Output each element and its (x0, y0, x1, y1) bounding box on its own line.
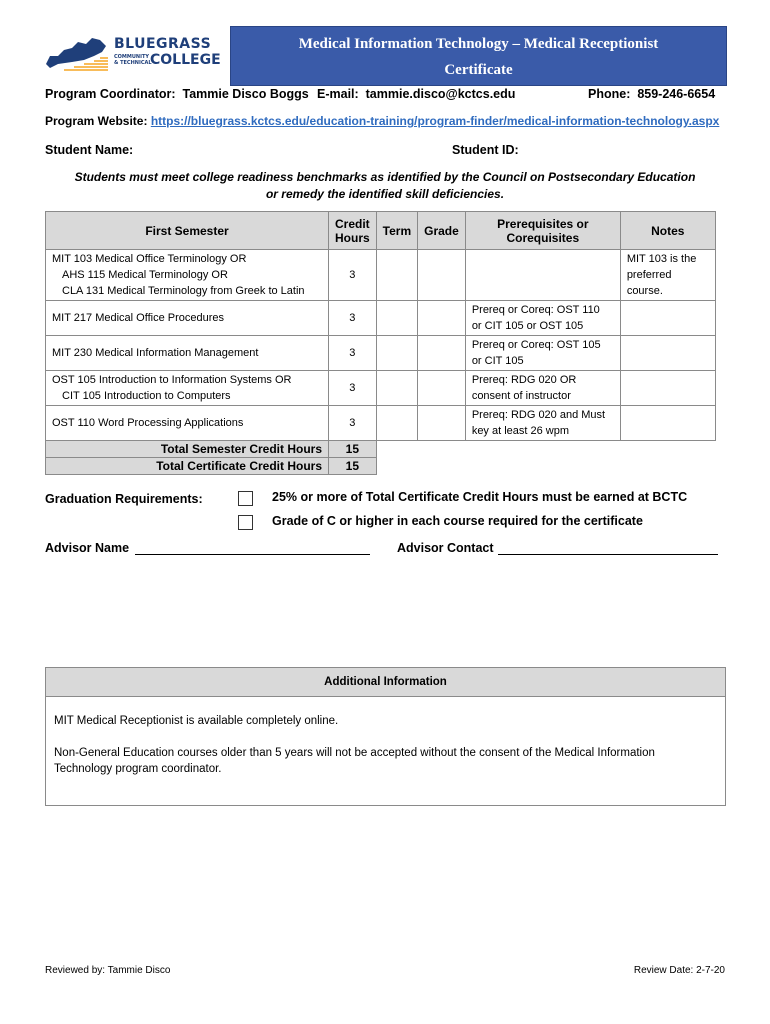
total-semester-value: 15 (329, 441, 377, 458)
program-website (45, 114, 719, 128)
phone-label: Phone: (588, 87, 631, 101)
total-certificate-label: Total Certificate Credit Hours (46, 458, 329, 475)
advisor-name-field[interactable] (135, 554, 370, 555)
advisor-contact-field[interactable] (498, 554, 718, 555)
graduation-req-2: Grade of C or higher in each course required for the certificate (272, 514, 643, 528)
credit-cell: 3 (329, 301, 377, 336)
advisor-contact-label: Advisor Contact (397, 541, 494, 555)
total-semester-row (46, 441, 716, 458)
email-value: tammie.disco@kctcs.edu (365, 87, 516, 101)
notice-line-1: Students must meet college readiness benchmarks as identified by the Council on Postsecondary Education (74, 170, 696, 184)
course-cell: MIT 103 Medical Office Terminology OR AHS 115 Medical Terminology OR CLA 131 Medical Terminology from Greek to Latin (46, 250, 329, 301)
prereq-cell: Prereq or Coreq: OST 110 or CIT 105 or OST 105 (465, 301, 620, 336)
footer-reviewed-by: Reviewed by: Tammie Disco (45, 965, 171, 976)
credit-cell: 3 (329, 250, 377, 301)
title-line-2: Certificate (444, 62, 513, 78)
additional-info-p2: Non-General Education courses older than 5 years will not be accepted without the consent of the Medical Information Technology program coordinator. (54, 747, 655, 775)
prereq-cell: Prereq or Coreq: OST 105 or CIT 105 (465, 336, 620, 371)
header-notes: Notes (620, 212, 715, 250)
logo-college-text: COLLEGE (150, 52, 221, 68)
header-grade: Grade (418, 212, 466, 250)
prereq-cell: Prereq: RDG 020 OR consent of instructor (465, 371, 620, 406)
additional-info-box (45, 667, 726, 806)
website-label: Program Website: (45, 114, 148, 128)
grade-cell[interactable] (418, 301, 466, 336)
credit-cell: 3 (329, 371, 377, 406)
notes-cell (620, 301, 715, 336)
table-row (46, 371, 716, 406)
coordinator-name: Tammie Disco Boggs (182, 87, 309, 101)
course-cell: OST 105 Introduction to Information Systems OR CIT 105 Introduction to Computers (46, 371, 329, 406)
logo-bluegrass-text: BLUEGRASS (114, 36, 212, 52)
credit-cell: 3 (329, 406, 377, 441)
header-prerequisites: Prerequisites or Corequisites (465, 212, 620, 250)
footer-review-date: Review Date: 2-7-20 (633, 965, 725, 976)
term-cell[interactable] (376, 371, 417, 406)
website-link[interactable]: https://bluegrass.kctcs.edu/education-training/program-finder/medical-information-technology.aspx (150, 114, 720, 128)
total-certificate-row (46, 458, 716, 475)
req1-checkbox[interactable] (238, 491, 253, 506)
phone-info (588, 87, 715, 101)
email-label: E-mail: (317, 87, 359, 101)
table-row (46, 250, 716, 301)
student-id-label: Student ID: (452, 143, 519, 157)
graduation-req-1: 25% or more of Total Certificate Credit Hours must be earned at BCTC (272, 490, 688, 504)
course-cell: OST 110 Word Processing Applications (46, 406, 329, 441)
grade-cell[interactable] (418, 336, 466, 371)
notes-cell (620, 336, 715, 371)
logo-community-text: COMMUNITY & TECHNICAL (114, 54, 152, 66)
coordinator-label: Program Coordinator: (45, 87, 176, 101)
header-credit-hours: Credit Hours (329, 212, 377, 250)
email-info (317, 87, 515, 101)
title-line-1: Medical Information Technology – Medical Receptionist (298, 36, 659, 52)
term-cell[interactable] (376, 336, 417, 371)
notes-cell (620, 406, 715, 441)
coordinator-info (45, 87, 309, 101)
header-first-semester: First Semester (46, 212, 329, 250)
additional-info-p1: MIT Medical Receptionist is available completely online. (54, 715, 339, 727)
student-name-label: Student Name: (45, 143, 134, 157)
table-row (46, 301, 716, 336)
course-cell: MIT 230 Medical Information Management (46, 336, 329, 371)
credit-cell: 3 (329, 336, 377, 371)
notes-cell (620, 371, 715, 406)
total-certificate-value: 15 (329, 458, 377, 475)
grade-cell[interactable] (418, 250, 466, 301)
college-logo (44, 30, 219, 78)
term-cell[interactable] (376, 406, 417, 441)
header-term: Term (376, 212, 417, 250)
course-table (45, 211, 716, 475)
document-title (230, 26, 727, 86)
prereq-cell (465, 250, 620, 301)
prereq-cell: Prereq: RDG 020 and Must key at least 26 wpm (465, 406, 620, 441)
term-cell[interactable] (376, 301, 417, 336)
table-header-row (46, 212, 716, 250)
grade-cell[interactable] (418, 406, 466, 441)
phone-value: 859-246-6654 (637, 87, 716, 101)
table-row (46, 336, 716, 371)
grade-cell[interactable] (418, 371, 466, 406)
advisor-name-label: Advisor Name (45, 541, 130, 555)
term-cell[interactable] (376, 250, 417, 301)
req2-checkbox[interactable] (238, 515, 253, 530)
readiness-notice (60, 169, 710, 203)
graduation-label: Graduation Requirements: (45, 492, 203, 506)
total-semester-label: Total Semester Credit Hours (46, 441, 329, 458)
notice-line-2: or remedy the identified skill deficiencies. (265, 187, 505, 201)
table-row (46, 406, 716, 441)
additional-info-heading: Additional Information (46, 668, 725, 697)
notes-cell: MIT 103 is the preferred course. (620, 250, 715, 301)
kentucky-map-icon (44, 34, 110, 74)
course-cell: MIT 217 Medical Office Procedures (46, 301, 329, 336)
